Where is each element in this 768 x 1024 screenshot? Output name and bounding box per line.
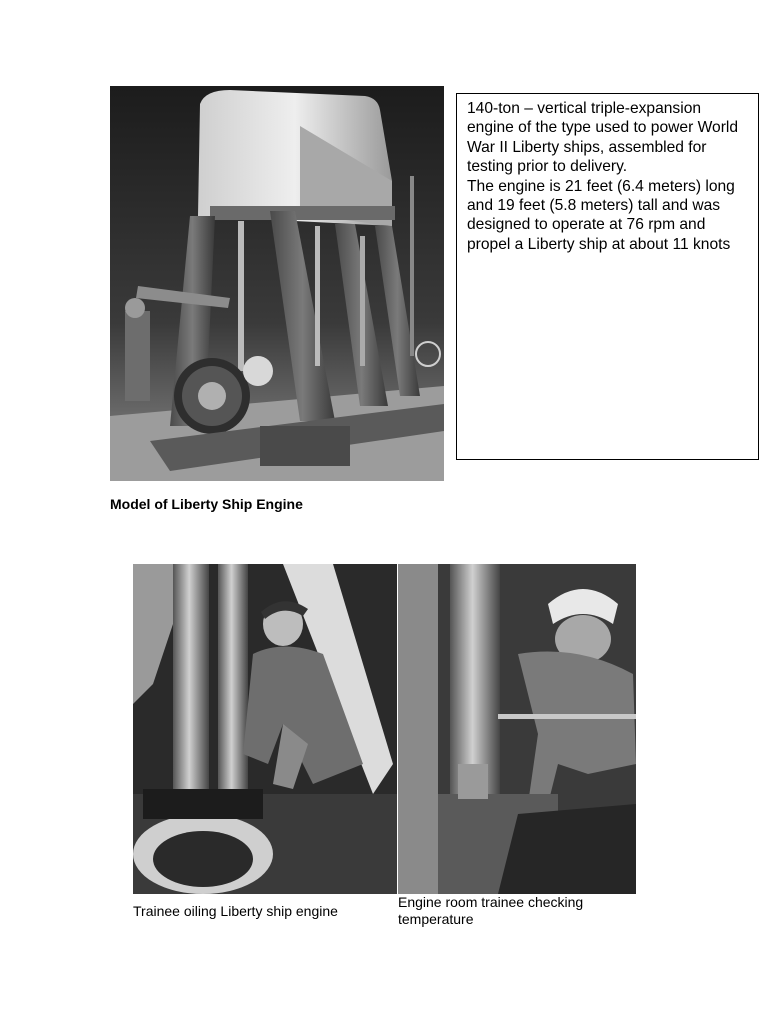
- trainee-temperature-photo: [398, 564, 636, 894]
- liberty-engine-photo: [110, 86, 444, 481]
- trainee-checking-temperature-photo: [398, 564, 636, 894]
- description-paragraph-1: 140-ton – vertical triple-expansion engine of the type used to power World War II Liberty ships, assembled for testing prior to delivery.: [467, 100, 739, 176]
- triple-expansion-steam-engine-photo: [110, 86, 444, 481]
- temperature-caption: Engine room trainee checking temperature: [398, 894, 584, 927]
- model-engine-caption: Model of Liberty Ship Engine: [110, 496, 303, 512]
- oiling-caption: Trainee oiling Liberty ship engine: [133, 903, 338, 919]
- trainee-oiling-photo: [133, 564, 397, 894]
- description-paragraph-2: The engine is 21 feet (6.4 meters) long and 19 feet (5.8 meters) tall and was designed to operate at 76 rpm and propel a Liberty ship at about 11 knots: [467, 177, 735, 253]
- engine-description-box: [456, 93, 759, 460]
- trainee-oiling-engine-photo: [133, 564, 397, 894]
